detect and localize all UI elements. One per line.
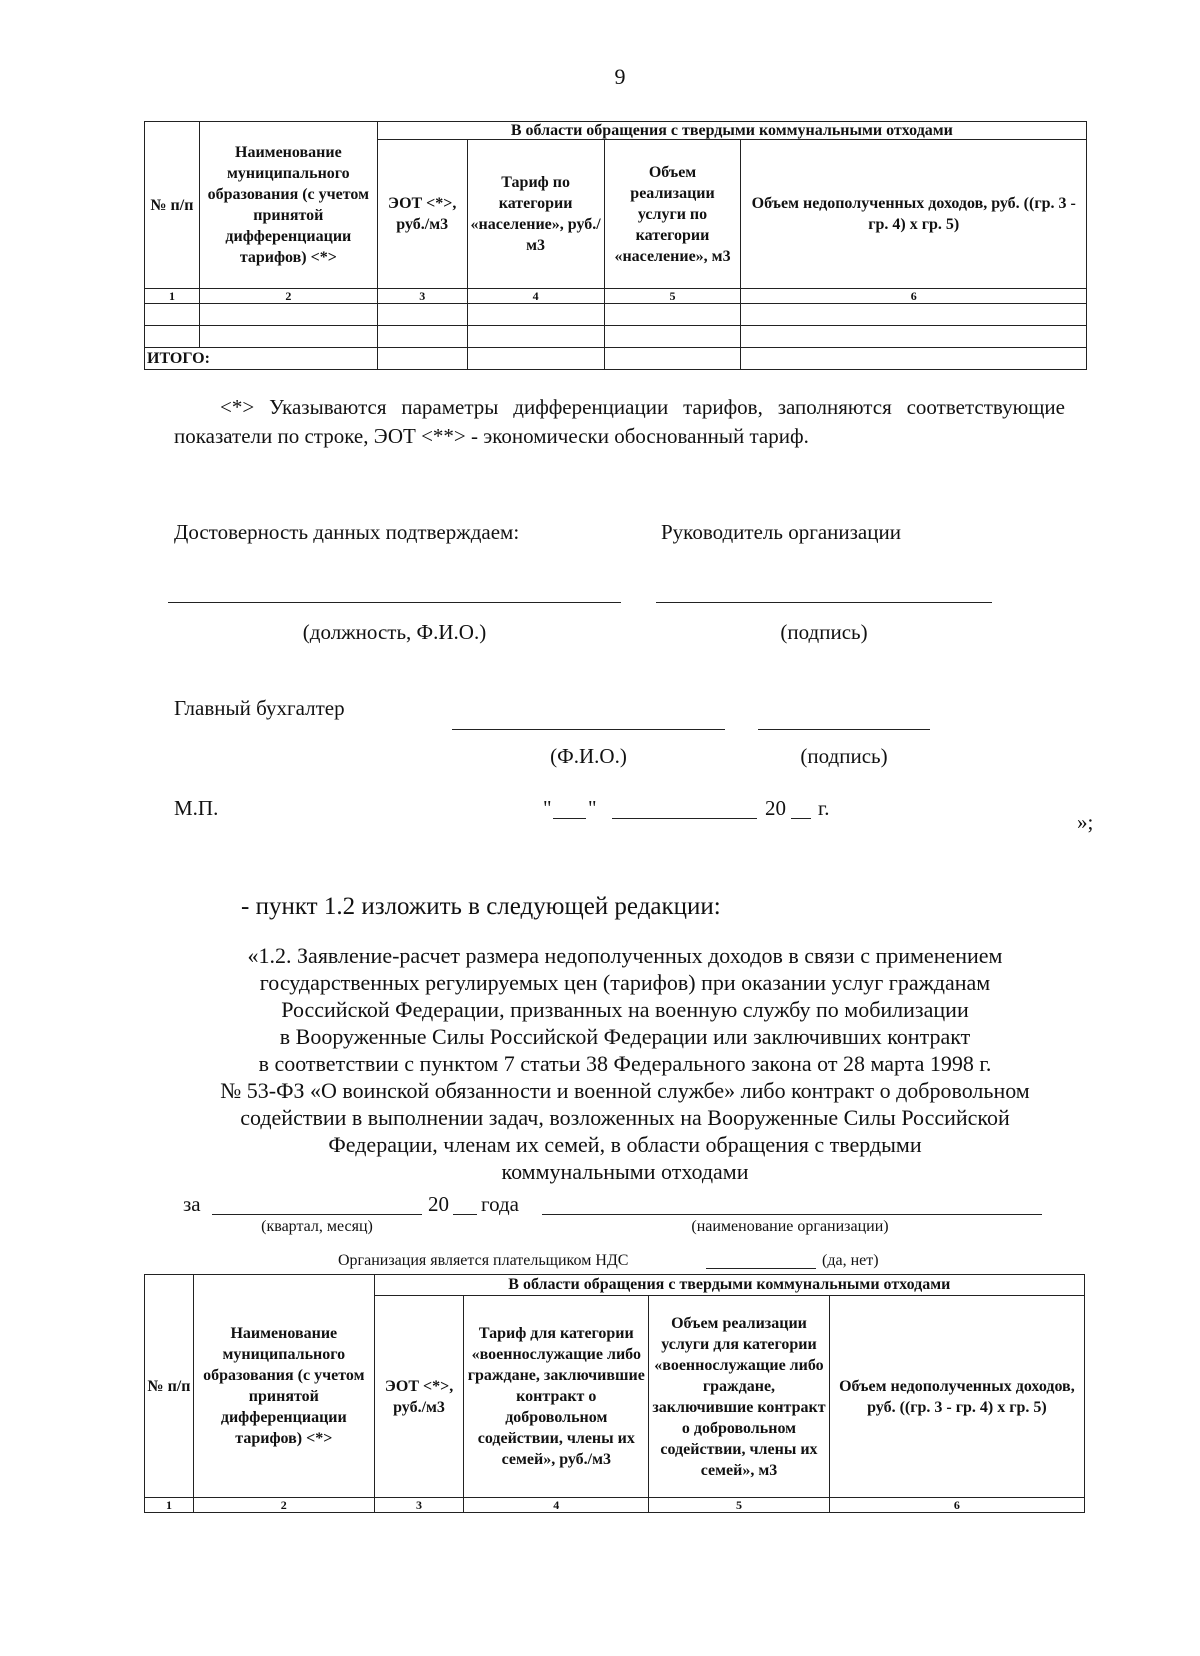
amendment-line: - пункт 1.2 изложить в следующей редакции:	[241, 893, 721, 920]
col-number: 2	[193, 1498, 374, 1513]
period-year-line	[453, 1214, 477, 1215]
vat-options: (да, нет)	[822, 1252, 879, 1269]
col-number: 4	[464, 1498, 649, 1513]
confirm-label: Достоверность данных подтверждаем:	[174, 520, 520, 544]
group-header: В области обращения с твердыми коммунальными отходами	[374, 1275, 1084, 1296]
col-number: 5	[649, 1498, 830, 1513]
date-day-line	[553, 818, 586, 819]
signature-line	[656, 602, 992, 603]
heading-line: в Вооруженные Силы Российской Федерации или заключивших контракт	[279, 1024, 971, 1049]
footnote: <*> Указываются параметры дифференциации тарифов, заполняются соответствующие показатели по строке, ЭОТ <**> - экономически обоснованный тариф.	[174, 395, 1065, 448]
col-header-loss: Объем недополученных доходов, руб. ((гр. 3 - гр. 4) х гр. 5)	[829, 1296, 1084, 1498]
stamp-label: М.П.	[174, 796, 219, 820]
date-year-line	[791, 818, 811, 819]
col-number: 2	[199, 289, 377, 304]
table-second	[144, 1274, 1085, 1513]
col-header-eot: ЭОТ <*>, руб./м3	[377, 140, 467, 289]
fio-caption: (Ф.И.О.)	[550, 744, 627, 768]
heading-line: № 53-ФЗ «О воинской обязанности и военной службе» либо контракт о добровольном	[220, 1078, 1030, 1103]
page-number: 9	[614, 64, 626, 89]
period-line	[212, 1214, 422, 1215]
col-header-eot: ЭОТ <*>, руб./м3	[374, 1296, 464, 1498]
table-row	[145, 326, 1087, 348]
col-header-volume: Объем реализации услуги для категории «военнослужащие либо граждане, заключившие контракт о добровольном содействии, члены их семей», м3	[649, 1296, 830, 1498]
col-number: 5	[604, 289, 741, 304]
heading-line: Федерации, членам их семей, в области обращения с твердыми	[328, 1132, 922, 1157]
col-number: 3	[377, 289, 467, 304]
heading-line: содействии в выполнении задач, возложенных на Вооруженные Силы Российской	[240, 1105, 1010, 1130]
org-caption: (наименование организации)	[691, 1218, 889, 1235]
col-header-tariff: Тариф по категории «население», руб./м3	[467, 140, 604, 289]
closing-mark: »;	[1077, 810, 1094, 834]
col-header-volume: Объем реализации услуги по категории «население», м3	[604, 140, 741, 289]
heading-line: в соответствии с пунктом 7 статьи 38 Федерального закона от 28 марта 1998 г.	[258, 1051, 992, 1076]
col-number: 1	[145, 289, 200, 304]
table-row	[145, 304, 1087, 326]
period-za: за	[183, 1192, 201, 1216]
total-label: ИТОГО:	[145, 348, 378, 370]
heading-line: коммунальными отходами	[501, 1159, 749, 1184]
date-month-line	[612, 818, 757, 819]
col-number: 6	[741, 289, 1087, 304]
accountant-signature-line	[758, 729, 930, 730]
group-header: В области обращения с твердыми коммунальными отходами	[377, 122, 1086, 140]
col-header-name: Наименование муниципального образования (с учетом принятой дифференциации тарифов) <*>	[199, 122, 377, 289]
table-first	[144, 121, 1087, 370]
col-number: 4	[467, 289, 604, 304]
date-year: 20	[765, 796, 786, 820]
chief-accountant-label: Главный бухгалтер	[174, 696, 345, 720]
col-number: 3	[374, 1498, 464, 1513]
period-year-word: года	[481, 1192, 519, 1216]
signature-caption: (подпись)	[780, 620, 868, 644]
head-label: Руководитель организации	[661, 520, 901, 544]
col-header-tariff: Тариф для категории «военнослужащие либо граждане, заключившие контракт о добровольном содействии, члены их семей», руб./м3	[464, 1296, 649, 1498]
fio-line	[452, 729, 725, 730]
heading-line: Российской Федерации, призванных на военную службу по мобилизации	[281, 997, 969, 1022]
date-suffix: г.	[818, 796, 830, 820]
date-quote-open: "	[543, 796, 552, 820]
position-line	[168, 602, 621, 603]
table-row-total	[145, 348, 1087, 370]
col-header-no: № п/п	[145, 122, 200, 289]
position-caption: (должность, Ф.И.О.)	[302, 620, 487, 644]
heading-line: государственных регулируемых цен (тарифов) при оказании услуг гражданам	[259, 970, 991, 995]
col-number: 6	[829, 1498, 1084, 1513]
vat-line	[706, 1268, 816, 1269]
col-header-loss: Объем недополученных доходов, руб. ((гр. 3 - гр. 4) х гр. 5)	[741, 140, 1087, 289]
heading-line: «1.2. Заявление-расчет размера недополученных доходов в связи с применением	[247, 943, 1003, 968]
col-header-name: Наименование муниципального образования (с учетом принятой дифференциации тарифов) <*>	[193, 1275, 374, 1498]
period-year-prefix: 20	[428, 1192, 449, 1216]
org-name-line	[542, 1214, 1042, 1215]
date-quote-close: "	[588, 796, 597, 820]
period-caption: (квартал, месяц)	[261, 1218, 373, 1235]
col-number: 1	[145, 1498, 194, 1513]
accountant-signature-caption: (подпись)	[800, 744, 888, 768]
section-heading	[200, 942, 1050, 1185]
table-row	[145, 289, 1087, 304]
col-header-no: № п/п	[145, 1275, 194, 1498]
vat-text: Организация является плательщиком НДС	[338, 1252, 629, 1269]
table-row	[145, 1498, 1085, 1513]
